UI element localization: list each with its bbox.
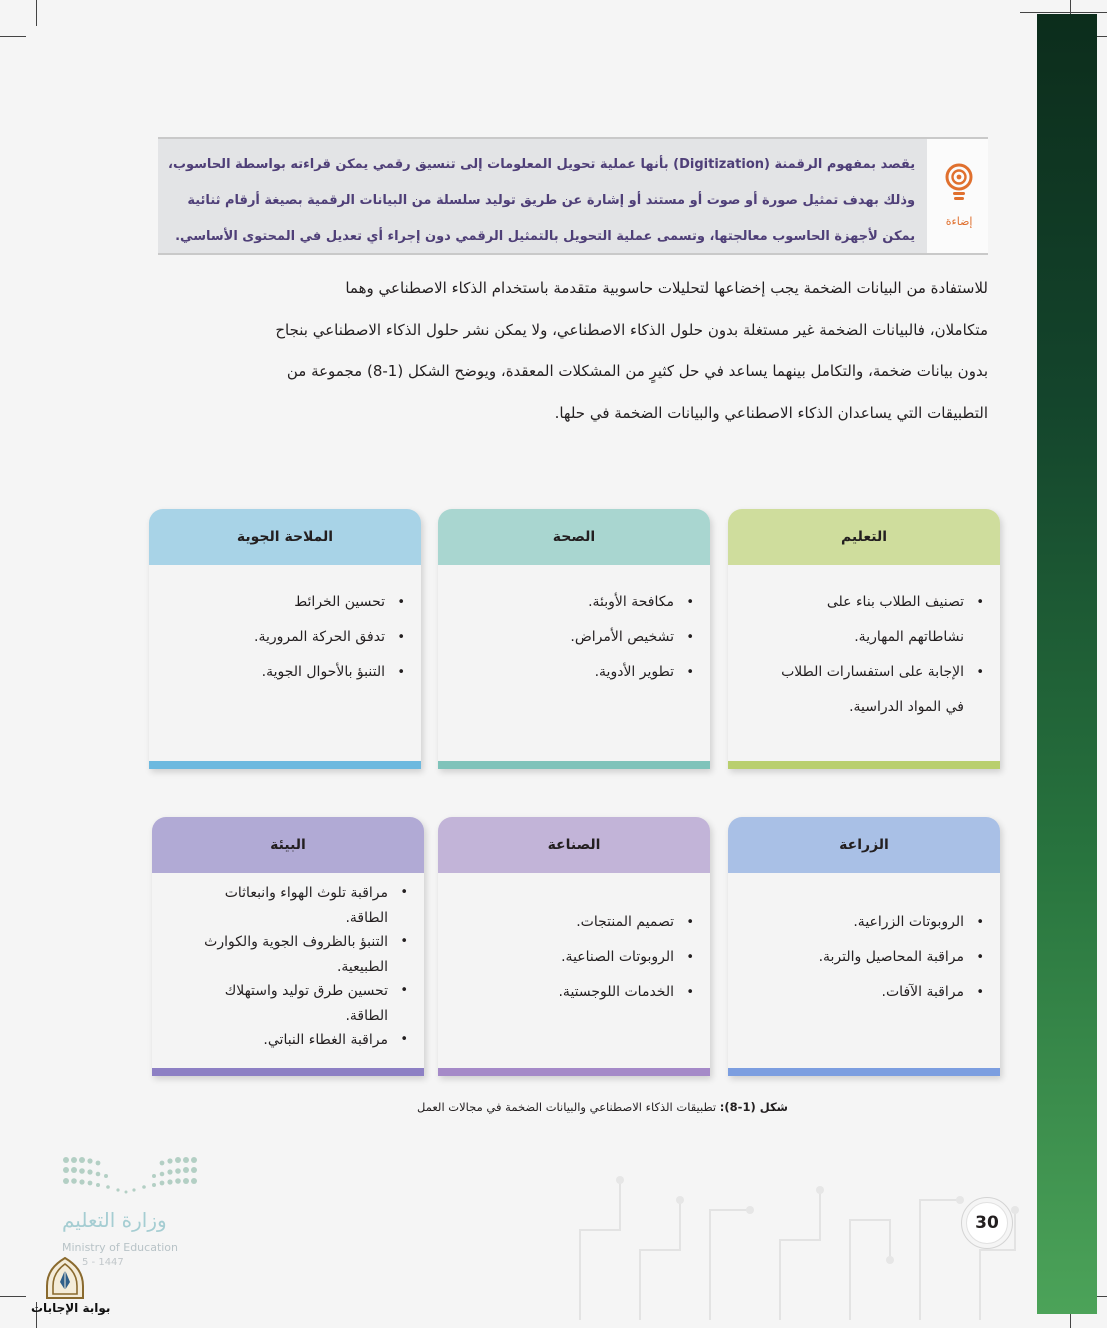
- info-box: [158, 137, 988, 255]
- card-item: • تدفق الحركة المرورية.: [163, 620, 407, 655]
- card-header: الزراعة: [728, 817, 1000, 873]
- card-item: • الإجابة على استفسارات الطلاب: [742, 655, 986, 690]
- card-item: • تطوير الأدوية.: [452, 655, 696, 690]
- paragraph-line: التطبيقات التي يساعدان الذكاء الاصطناعي والبيانات الضخمة في حلها.: [554, 403, 988, 422]
- card-header: التعليم: [728, 509, 1000, 565]
- card-item: • تشخيص الأمراض.: [452, 620, 696, 655]
- card-item: • مراقبة تلوث الهواء وانبعاثات: [166, 881, 410, 906]
- figure-caption-text: تطبيقات الذكاء الاصطناعي والبيانات الضخمة في مجالات العمل: [417, 1100, 720, 1114]
- card-footer-bar: [438, 1068, 710, 1076]
- card-agriculture: [728, 817, 1000, 1076]
- page-number: 30: [966, 1202, 1008, 1244]
- card-item: • مراقبة المحاصيل والتربة.: [742, 940, 986, 975]
- card-header: البيئة: [152, 817, 424, 873]
- card-body: [728, 873, 1000, 1010]
- card-environment: [152, 817, 424, 1076]
- card-education: [728, 509, 1000, 769]
- card-footer-bar: [728, 761, 1000, 769]
- card-item: • مكافحة الأوبئة.: [452, 585, 696, 620]
- card-header: الصحة: [438, 509, 710, 565]
- card-item-continued: نشاطاتهم المهارية.: [854, 629, 964, 645]
- card-item: • الروبوتات الصناعية.: [452, 940, 696, 975]
- page-number-badge: [961, 1197, 1013, 1249]
- card-item: • تصنيف الطلاب بناء على: [742, 585, 986, 620]
- card-body: [728, 565, 1000, 725]
- card-item: • تصميم المنتجات.: [452, 905, 696, 940]
- card-header: الملاحة الجوية: [149, 509, 421, 565]
- info-line: يقصد بمفهوم الرقمنة (Digitization) بأنها عملية تحويل المعلومات إلى تنسيق رقمي يمكن قراءته بواسطة الحاسوب،: [168, 157, 916, 172]
- card-health: [438, 509, 710, 769]
- ministry-name-english: Ministry of Education: [62, 1241, 179, 1254]
- card-item: • تحسين الخرائط: [163, 585, 407, 620]
- card-item: • التنبؤ بالظروف الجوية والكوارث: [166, 930, 410, 955]
- lightbulb-icon: [944, 163, 974, 203]
- info-line: وذلك بهدف تمثيل صورة أو صوت أو مستند أو إشارة عن طريق توليد سلسلة من البيانات الرقمية بصيغة أرقام ثنائية: [187, 193, 916, 208]
- paragraph-line: للاستفادة من البيانات الضخمة يجب إخضاعها لتحليلات حاسوبية متقدمة باستخدام الذكاء الاصطناعي وهما: [345, 279, 988, 297]
- card-footer-bar: [728, 1068, 1000, 1076]
- card-item: • مراقبة الغطاء النباتي.: [166, 1028, 410, 1053]
- card-aviation: [149, 509, 421, 769]
- crop-mark: [1020, 12, 1107, 13]
- circuit-decoration: [560, 1140, 1030, 1320]
- card-body: [152, 873, 424, 1053]
- paragraph-line: متكاملان، فالبيانات الضخمة غير مستغلة بدون حلول الذكاء الاصطناعي، ولا يمكن نشر حلول الذكاء الاصطناعي بنجاح: [275, 320, 988, 339]
- info-icon-panel: [927, 139, 988, 253]
- card-footer-bar: [149, 761, 421, 769]
- body-paragraph: [158, 268, 988, 434]
- card-item: • مراقبة الآفات.: [742, 975, 986, 1010]
- info-text: [158, 139, 927, 253]
- card-body: [149, 565, 421, 690]
- figure-caption-label: شكل (1-8):: [719, 1100, 788, 1114]
- card-item: • تحسين طرق توليد واستهلاك: [166, 979, 410, 1004]
- info-label: إضاءة: [945, 215, 973, 228]
- card-item: • التنبؤ بالأحوال الجوية.: [163, 655, 407, 690]
- card-industry: [438, 817, 710, 1076]
- ministry-logo-dots-icon: [62, 1156, 198, 1196]
- crop-mark: [0, 1296, 26, 1297]
- side-color-strip: [1037, 14, 1097, 1314]
- info-line: يمكن لأجهزة الحاسوب معالجتها، وتسمى عملية التحويل بالتمثيل الرقمي دون إجراء أي تعديل في المحتوى الأساسي.: [175, 229, 916, 244]
- edition-year: 5 - 1447: [82, 1257, 124, 1268]
- card-item: • الخدمات اللوجستية.: [452, 975, 696, 1010]
- card-item-continued: الطاقة.: [345, 1007, 388, 1024]
- card-item-continued: الطبيعية.: [336, 958, 388, 975]
- card-body: [438, 565, 710, 690]
- paragraph-line: بدون بيانات ضخمة، والتكامل بينهما يساعد في حل كثيرٍ من المشكلات المعقدة، ويوضح الشكل (1-8) مجموعة من: [286, 362, 988, 380]
- card-header: الصناعة: [438, 817, 710, 873]
- figure-caption: [300, 1100, 788, 1114]
- portal-name: بوابة الإجابات: [31, 1301, 111, 1315]
- ministry-name-arabic: وزارة التعليم: [62, 1208, 167, 1232]
- card-item-continued: الطاقة.: [345, 909, 388, 926]
- card-item-continued: في المواد الدراسية.: [849, 699, 964, 715]
- card-item: • الروبوتات الزراعية.: [742, 905, 986, 940]
- card-footer-bar: [438, 761, 710, 769]
- crop-mark: [0, 36, 26, 37]
- crop-mark: [36, 0, 37, 26]
- portal-logo-icon: [44, 1256, 86, 1300]
- card-body: [438, 873, 710, 1010]
- card-footer-bar: [152, 1068, 424, 1076]
